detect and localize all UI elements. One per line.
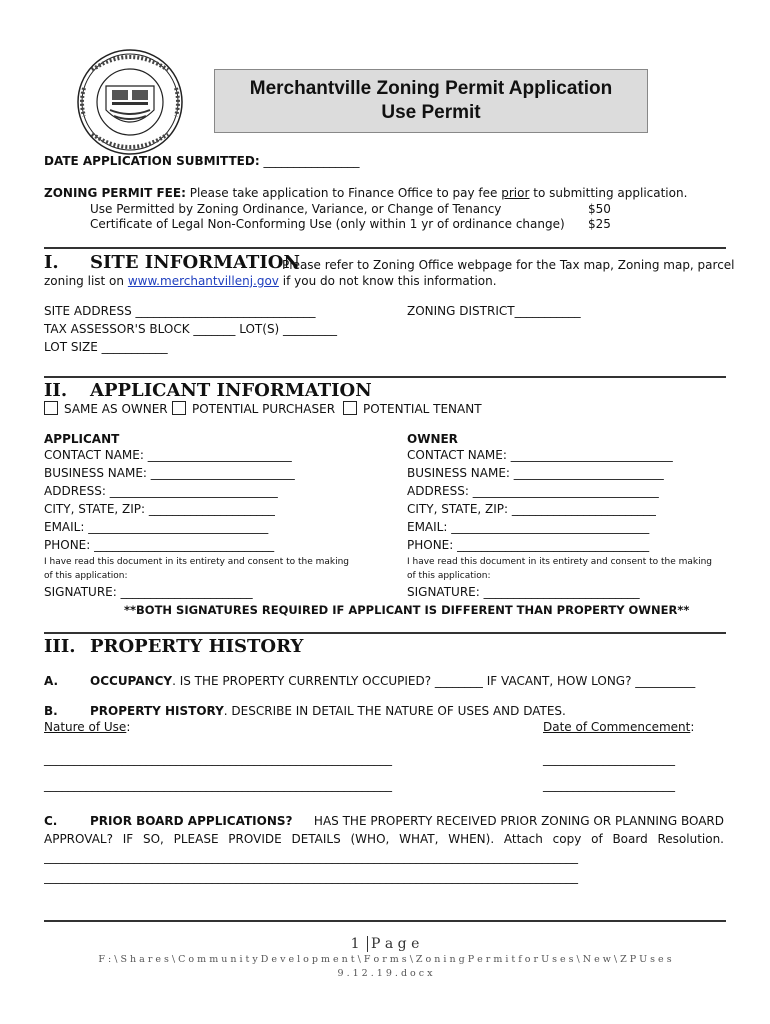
details-line[interactable]: _________________________________________________________________________________________	[44, 870, 578, 884]
owner-city-state-zip[interactable]: CITY, STATE, ZIP: ________________________	[407, 502, 656, 516]
fee-text-after: to submitting application.	[533, 186, 688, 200]
fee-row	[44, 186, 687, 200]
colon: :	[126, 720, 131, 734]
owner-business-name[interactable]: BUSINESS NAME: _________________________	[407, 466, 664, 480]
section-divider	[44, 632, 726, 634]
property-history-text: . DESCRIBE IN DETAIL THE NATURE OF USES AND DATES.	[223, 704, 566, 718]
section-divider	[44, 247, 726, 249]
fee-item-amount: $50	[588, 202, 611, 216]
owner-signature[interactable]: SIGNATURE: __________________________	[407, 585, 640, 599]
nature-of-use-label: Nature of Use	[44, 720, 127, 734]
date-line[interactable]: ______________________	[543, 752, 675, 766]
note-suffix: if you do not know this information.	[282, 274, 497, 288]
section-numeral: I.	[44, 252, 59, 273]
section-numeral: III.	[44, 636, 76, 657]
section-divider	[44, 376, 726, 378]
file-path: F : \ S h a r e s \ C o m m u n i t y D e v e l o p m e n t \ F o r m s \ Z o n i n g P e r m i t f o r U s e s \ N e w \ Z P U s e s	[98, 954, 672, 965]
colon: :	[690, 720, 695, 734]
occupancy-label: OCCUPANCY	[90, 674, 173, 688]
page-number: 1	[350, 936, 360, 952]
checkbox-icon	[172, 401, 186, 415]
lot-size-field[interactable]: LOT SIZE ___________	[44, 340, 168, 354]
applicant-phone[interactable]: PHONE: ______________________________	[44, 538, 275, 552]
checkbox-label: SAME AS OWNER	[64, 402, 168, 416]
date-line[interactable]: ______________________	[543, 778, 675, 792]
site-info-note: Please refer to Zoning Office webpage for the Tax map, Zoning map, parcel	[282, 258, 735, 272]
nature-of-use-line[interactable]: __________________________________________________________	[44, 778, 392, 792]
fee-item-amount: $25	[588, 217, 611, 231]
page-title: Merchantville Zoning Permit Application	[249, 78, 613, 99]
applicant-business-name[interactable]: BUSINESS NAME: ________________________	[44, 466, 295, 480]
prior-board-row	[90, 814, 724, 828]
section-numeral: II.	[44, 380, 68, 401]
applicant-heading: APPLICANT	[44, 432, 120, 446]
owner-email[interactable]: EMAIL: _________________________________	[407, 520, 650, 534]
title-box	[214, 69, 648, 133]
fee-prior: prior	[501, 186, 530, 200]
applicant-consent-2: of this application:	[44, 571, 128, 581]
checkbox-label: POTENTIAL TENANT	[363, 402, 482, 416]
applicant-address[interactable]: ADDRESS: ____________________________	[44, 484, 278, 498]
fee-item-description: Use Permitted by Zoning Ordinance, Variance, or Change of Tenancy	[90, 202, 502, 216]
zoning-district-field[interactable]: ZONING DISTRICT___________	[407, 304, 581, 318]
property-history-label: PROPERTY HISTORY	[90, 704, 224, 718]
prior-board-text: HAS THE PROPERTY RECEIVED PRIOR ZONING OR PLANNING BOARD	[313, 814, 724, 828]
site-info-note-2	[44, 274, 497, 288]
applicant-contact-name[interactable]: CONTACT NAME: ________________________	[44, 448, 292, 462]
owner-address[interactable]: ADDRESS: _______________________________	[407, 484, 659, 498]
owner-consent: I have read this document in its entirety and consent to the making	[407, 557, 713, 567]
date-submitted-label: DATE APPLICATION SUBMITTED:	[44, 154, 260, 168]
borough-seal	[76, 48, 184, 156]
footer-divider	[44, 920, 726, 922]
section-title: SITE INFORMATION	[90, 252, 300, 273]
date-submitted-row	[44, 154, 359, 168]
checkbox-label: POTENTIAL PURCHASER	[192, 402, 336, 416]
fee-item-description: Certificate of Legal Non-Conforming Use (only within 1 yr of ordinance change)	[90, 217, 565, 231]
date-commencement-heading	[543, 720, 694, 734]
applicant-signature[interactable]: SIGNATURE: ______________________	[44, 585, 253, 599]
checkbox-potential-purchaser[interactable]	[172, 401, 335, 416]
owner-consent-2: of this application:	[407, 571, 491, 581]
page-subtitle: Use Permit	[381, 102, 481, 123]
details-line[interactable]: _________________________________________________________________________________________	[44, 850, 578, 864]
both-signatures-note: **BOTH SIGNATURES REQUIRED IF APPLICANT IS DIFFERENT THAN PROPERTY OWNER**	[124, 603, 690, 617]
property-history-row	[90, 704, 566, 718]
occupancy-text: . IS THE PROPERTY CURRENTLY OCCUPIED? ________ IF VACANT, HOW LONG? __________	[172, 674, 696, 688]
page-label: P a g e	[371, 936, 420, 952]
owner-heading: OWNER	[407, 432, 458, 446]
owner-contact-name[interactable]: CONTACT NAME: ___________________________	[407, 448, 673, 462]
item-letter: B.	[44, 704, 58, 718]
page-number-row	[0, 936, 770, 952]
occupancy-row[interactable]	[90, 674, 695, 688]
checkbox-icon	[44, 401, 58, 415]
date-commencement-label: Date of Commencement	[543, 720, 691, 734]
checkbox-icon	[343, 401, 357, 415]
website-link[interactable]: www.merchantvillenj.gov	[127, 274, 279, 288]
checkbox-same-as-owner[interactable]	[44, 401, 168, 416]
note-prefix: zoning list on	[44, 274, 125, 288]
item-letter: C.	[44, 814, 58, 828]
prior-board-text-2: APPROVAL? IF SO, PLEASE PROVIDE DETAILS (WHO, WHAT, WHEN). Attach copy of Board Resolution.	[44, 832, 724, 846]
applicant-email[interactable]: EMAIL: ______________________________	[44, 520, 269, 534]
block-lot-field[interactable]: TAX ASSESSOR'S BLOCK _______ LOT(S) _________	[44, 322, 338, 336]
nature-of-use-line[interactable]: __________________________________________________________	[44, 752, 392, 766]
item-letter: A.	[44, 674, 59, 688]
applicant-consent: I have read this document in its entirety and consent to the making	[44, 557, 350, 567]
nature-of-use-heading	[44, 720, 130, 734]
checkbox-potential-tenant[interactable]	[343, 401, 482, 416]
owner-phone[interactable]: PHONE: ________________________________	[407, 538, 650, 552]
section-title: APPLICANT INFORMATION	[90, 380, 372, 401]
fee-label: ZONING PERMIT FEE:	[44, 186, 186, 200]
file-path-2: 9 . 1 2 . 1 9 . d o c x	[337, 968, 433, 979]
fee-text: Please take application to Finance Office to pay fee	[189, 186, 498, 200]
site-address-field[interactable]: SITE ADDRESS ______________________________	[44, 304, 316, 318]
prior-board-label: PRIOR BOARD APPLICATIONS?	[90, 814, 293, 828]
applicant-city-state-zip[interactable]: CITY, STATE, ZIP: _____________________	[44, 502, 275, 516]
section-title: PROPERTY HISTORY	[90, 636, 304, 657]
date-submitted-field[interactable]: ________________	[263, 154, 360, 168]
